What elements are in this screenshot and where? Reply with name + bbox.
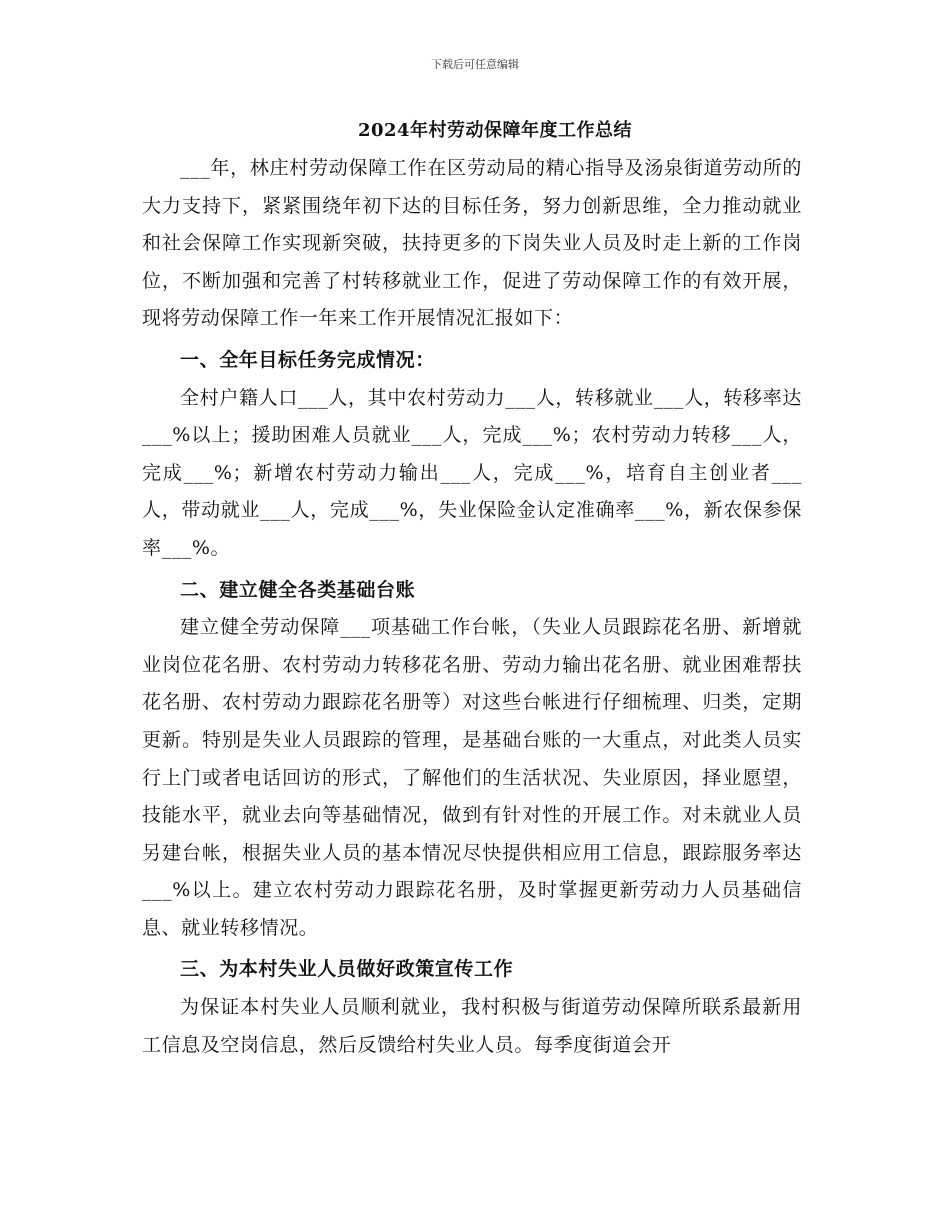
intro-paragraph: ___年，林庄村劳动保障工作在区劳动局的精心指导及汤泉街道劳动所的大力支持下，紧紧围绕年初下达的目标任务，努力创新思维，全力推动就业和社会保障工作实现新突破，扶持更多的下岗失业人员及时走上新的工作岗位，不断加强和完善了村转移就业工作，促进了劳动保障工作的有效开展，现将劳动保障工作一年来工作开展情况汇报如下： [142, 157, 802, 330]
section-3-paragraph: 为保证本村失业人员顺利就业，我村积极与街道劳动保障所联系最新用工信息及空岗信息，然后反馈给村失业人员。每季度街道会开 [142, 996, 802, 1056]
section-1-paragraph: 全村户籍人口___人，其中农村劳动力___人，转移就业___人，转移率达___%以上；援助困难人员就业___人，完成___%；农村劳动力转移___人，完成___%；新增农村劳动力输出___人，完成___%，培育自主创业者___人，带动就业___人，完成___%，失业保险金认定准确率___%，新农保参保率___%。 [142, 386, 802, 559]
document-body [142, 150, 802, 1064]
section-3-heading: 三、为本村失业人员做好政策宣传工作 [180, 958, 514, 981]
section-1-heading: 一、全年目标任务完成情况： [180, 348, 435, 371]
section-2-paragraph: 建立健全劳动保障___项基础工作台帐，（失业人员跟踪花名册、新增就业岗位花名册、农村劳动力转移花名册、劳动力输出花名册、就业困难帮扶花名册、农村劳动力跟踪花名册等）对这些台帐进行仔细梳理、归类，定期更新。特别是失业人员跟踪的管理，是基础台账的一大重点，对此类人员实行上门或者电话回访的形式，了解他们的生活状况、失业原因，择业愿望，技能水平，就业去向等基础情况，做到有针对性的开展工作。对未就业人员另建台帐，根据失业人员的基本情况尽快提供相应用工信息，跟踪服务率达___%以上。建立农村劳动力跟踪花名册，及时掌握更新劳动力人员基础信息、就业转移情况。 [142, 616, 802, 939]
document-title: 2024年村劳动保障年度工作总结 [357, 120, 633, 141]
header-note: 下载后可任意编辑 [431, 58, 519, 71]
section-2-heading: 二、建立健全各类基础台账 [180, 578, 416, 601]
